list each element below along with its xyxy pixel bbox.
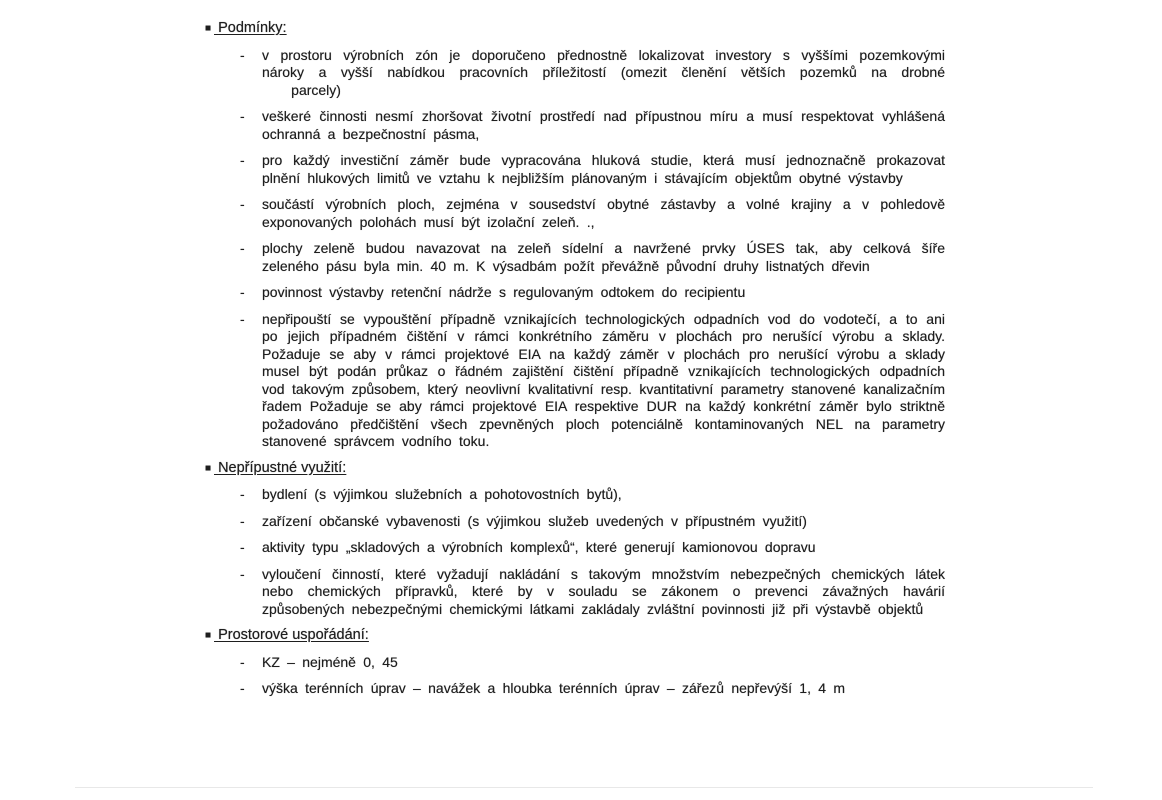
square-bullet-icon: ■ bbox=[205, 23, 212, 34]
list-item-text: vyloučení činností, které vyžadují nakládání s takovým množstvím nebezpečných chemických látek nebo chemických přípravků, které by v souladu se zákonem o prevenci závažných havárií způsobených nebezpečnými chemickými látkami zakládaly zvláštní povinnosti již při výstavbě objektů bbox=[262, 565, 945, 617]
section-heading-underline bbox=[205, 20, 287, 36]
dash-marker: - bbox=[240, 653, 245, 670]
list-item-text: plochy zeleně budou navazovat na zeleň sídelní a navržené prvky ÚSES tak, aby celková šíře zeleného pásu byla min. 40 m. K výsadbám požít převážně původní druhy listnatých dřevin bbox=[262, 240, 945, 274]
section-heading-underline bbox=[205, 627, 369, 643]
dash-marker: - bbox=[240, 486, 245, 502]
document-content bbox=[205, 11, 945, 707]
list-item bbox=[205, 486, 945, 504]
list-item-text: veškeré činnosti nesmí zhoršovat životní prostředí nad přípustnou míru a musí respektovat vyhlášená ochranná a bezpečnostní pásma, bbox=[262, 108, 945, 142]
list-item-text: zařízení občanské vybavenosti (s výjimkou služeb uvedených v přípustném využití) bbox=[262, 512, 807, 529]
dash-marker: - bbox=[240, 108, 245, 124]
list-item-text: součástí výrobních ploch, zejména v sousedství obytné zástavby a volné krajiny a v pohledově exponovaných polohách musí být izolační zeleň. ., bbox=[262, 196, 945, 230]
section-heading-label: Prostorové uspořádání: bbox=[218, 627, 369, 643]
dash-marker: - bbox=[240, 284, 245, 300]
list-item bbox=[205, 654, 945, 672]
list-item bbox=[205, 311, 945, 451]
list-item bbox=[205, 566, 945, 619]
section-heading-label: Nepřípustné využití: bbox=[218, 459, 347, 476]
dash-marker: - bbox=[240, 310, 245, 327]
section-heading-prostorove-usporadani bbox=[205, 627, 945, 645]
section-heading-podminky bbox=[205, 20, 945, 38]
list-item-text: povinnost výstavby retenční nádrže s regulovaným odtokem do recipientu bbox=[262, 284, 746, 300]
list-item bbox=[205, 47, 945, 100]
section-heading-underline bbox=[205, 460, 346, 476]
list-item-text: v prostoru výrobních zón je doporučeno přednostně lokalizovat investory s vyššími pozemkovými nároky a vyšší nabídkou pracovních příležitostí (omezit členění větších pozemků na drobné parcely) bbox=[262, 46, 945, 98]
section-heading-nepripustne-vyuziti bbox=[205, 460, 945, 478]
page-bottom-rule bbox=[75, 787, 1093, 788]
list-item bbox=[205, 196, 945, 231]
list-item bbox=[205, 680, 945, 698]
square-bullet-icon: ■ bbox=[205, 630, 212, 641]
square-bullet-icon: ■ bbox=[205, 462, 212, 474]
dash-marker: - bbox=[240, 539, 245, 555]
list-item bbox=[205, 152, 945, 187]
dash-marker: - bbox=[240, 46, 245, 63]
list-item-text: pro každý investiční záměr bude vypracována hluková studie, která musí jednoznačně prokazovat plnění hlukových limitů ve vztahu k nejbližším plánovaným i stávajícím objektům obytné výstavby bbox=[262, 152, 945, 186]
list-item bbox=[205, 108, 945, 143]
list-item-text: nepřipouští se vypouštění případně vznikajících technologických odpadních vod do vodotečí, a to ani po jejich případném čištění v rámci konkrétního záměru v plochách pro nerušící výrobu a sklady. Požaduje se aby v rámci projektové EIA na každý záměr v plochách pro nerušící výrobu a sklady musel být podán průkaz o řádném zajištění čištění případně vznikajících technologických odpadních vod takovým způsobem, který neovlivní kvalitativní resp. kvantitativní parametry stanovené kanalizačním řadem Požaduje se aby rámci projektové EIA respektive DUR na každý konkrétní záměr bylo striktně požadováno předčištění všech zpevněných ploch potenciálně kontaminovaných NEL na parametry stanovené správcem vodního toku. bbox=[262, 310, 945, 449]
section-heading-label: Podmínky: bbox=[218, 20, 287, 36]
list-item-text: aktivity typu „skladových a výrobních komplexů“, které generují kamionovou dopravu bbox=[262, 539, 816, 555]
dash-marker: - bbox=[240, 565, 245, 582]
dash-marker: - bbox=[240, 680, 245, 696]
list-item bbox=[205, 240, 945, 275]
list-item bbox=[205, 284, 945, 302]
list-item bbox=[205, 513, 945, 531]
list-item-text: KZ – nejméně 0, 45 bbox=[262, 653, 398, 670]
dash-marker: - bbox=[240, 152, 245, 168]
list-item bbox=[205, 539, 945, 557]
dash-marker: - bbox=[240, 196, 245, 212]
list-item-text: bydlení (s výjimkou služebních a pohotovostních bytů), bbox=[262, 486, 622, 502]
dash-marker: - bbox=[240, 512, 245, 529]
dash-marker: - bbox=[240, 240, 245, 256]
list-item-text: výška terénních úprav – navážek a hloubka terénních úprav – zářezů nepřevýší 1, 4 m bbox=[262, 680, 846, 696]
